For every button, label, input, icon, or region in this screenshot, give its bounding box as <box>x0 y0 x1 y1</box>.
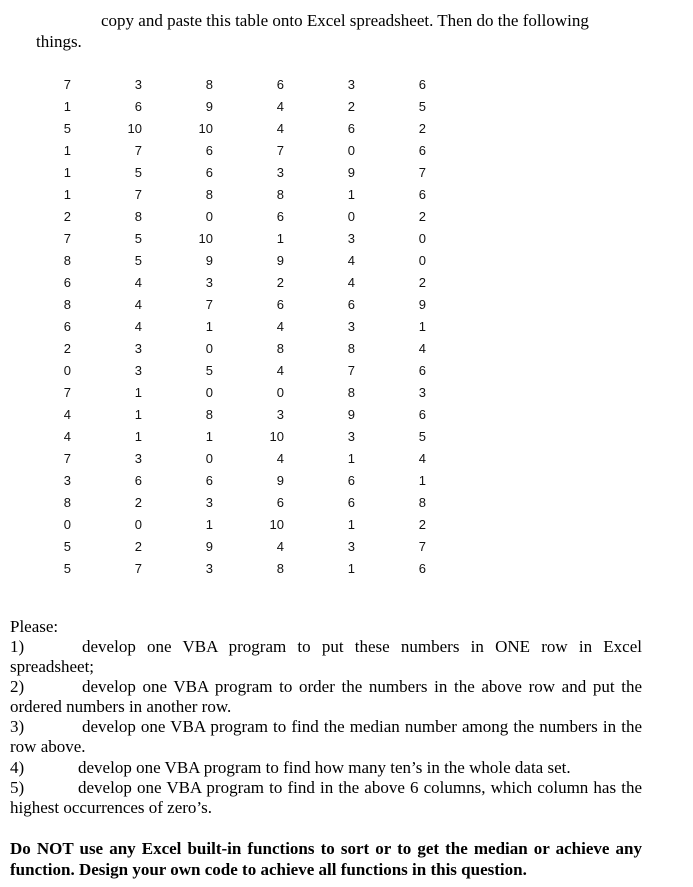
table-cell: 4 <box>347 252 355 268</box>
table-cell: 4 <box>347 274 355 290</box>
table-cell: 6 <box>418 186 426 202</box>
table-cell: 4 <box>134 296 142 312</box>
table-cell: 10 <box>198 230 213 246</box>
table-row <box>26 117 426 139</box>
table-cell: 8 <box>63 252 71 268</box>
table-cell: 10 <box>269 516 284 532</box>
table-cell: 5 <box>63 560 71 576</box>
table-cell: 8 <box>347 384 355 400</box>
table-cell: 2 <box>134 538 142 554</box>
task-2-number: 2) <box>10 677 25 696</box>
table-cell: 8 <box>347 340 355 356</box>
table-cell: 5 <box>63 538 71 554</box>
table-cell: 0 <box>63 362 71 378</box>
table-cell: 4 <box>276 98 284 114</box>
table-cell: 6 <box>205 472 213 488</box>
table-cell: 6 <box>134 472 142 488</box>
table-cell: 3 <box>347 230 355 246</box>
table-cell: 10 <box>198 120 213 136</box>
table-cell: 1 <box>134 406 142 422</box>
table-cell: 1 <box>418 472 426 488</box>
table-cell: 0 <box>418 230 426 246</box>
table-cell: 6 <box>418 406 426 422</box>
table-cell: 2 <box>418 120 426 136</box>
table-cell: 9 <box>347 164 355 180</box>
instructions <box>10 617 642 818</box>
table-cell: 3 <box>134 340 142 356</box>
intro-line-1: copy and paste this table onto Excel spreadsheet. Then do the following <box>101 11 589 30</box>
table-cell: 5 <box>418 98 426 114</box>
task-3-number: 3) <box>10 717 25 736</box>
table-row <box>26 337 426 359</box>
table-row <box>26 359 426 381</box>
table-cell: 6 <box>276 296 284 312</box>
table-cell: 6 <box>276 208 284 224</box>
table-cell: 7 <box>63 230 71 246</box>
table-cell: 2 <box>418 208 426 224</box>
table-cell: 6 <box>418 142 426 158</box>
table-cell: 8 <box>276 340 284 356</box>
table-cell: 1 <box>418 318 426 334</box>
table-row <box>26 73 426 95</box>
table-cell: 4 <box>276 538 284 554</box>
task-3 <box>10 717 642 757</box>
table-cell: 1 <box>205 516 213 532</box>
table-row <box>26 227 426 249</box>
table-cell: 1 <box>347 186 355 202</box>
table-cell: 0 <box>205 450 213 466</box>
table-cell: 6 <box>347 472 355 488</box>
table-cell: 0 <box>134 516 142 532</box>
table-cell: 0 <box>276 384 284 400</box>
table-cell: 3 <box>134 76 142 92</box>
table-cell: 9 <box>205 252 213 268</box>
table-cell: 1 <box>134 384 142 400</box>
intro-line-2: things. <box>36 32 82 51</box>
table-cell: 1 <box>276 230 284 246</box>
intro-paragraph <box>10 10 642 52</box>
table-cell: 4 <box>134 274 142 290</box>
table-cell: 1 <box>347 560 355 576</box>
table-cell: 8 <box>205 76 213 92</box>
data-table-body <box>26 73 426 579</box>
table-cell: 2 <box>276 274 284 290</box>
table-cell: 4 <box>63 428 71 444</box>
table-cell: 8 <box>134 208 142 224</box>
table-cell: 1 <box>347 450 355 466</box>
table-cell: 5 <box>205 362 213 378</box>
table-cell: 4 <box>276 318 284 334</box>
table-cell: 7 <box>63 76 71 92</box>
table-cell: 7 <box>418 538 426 554</box>
table-cell: 8 <box>276 186 284 202</box>
table-cell: 6 <box>205 164 213 180</box>
table-cell: 1 <box>63 98 71 114</box>
table-cell: 7 <box>63 384 71 400</box>
warning-note: Do NOT use any Excel built-in functions to sort or to get the median or achieve any function. Design your own code to achieve all functions in this question. <box>10 839 642 879</box>
table-row <box>26 271 426 293</box>
table-row <box>26 205 426 227</box>
table-cell: 7 <box>134 186 142 202</box>
table-cell: 5 <box>134 230 142 246</box>
table-cell: 1 <box>63 142 71 158</box>
table-row <box>26 161 426 183</box>
table-cell: 1 <box>205 428 213 444</box>
table-row <box>26 557 426 579</box>
table-cell: 8 <box>276 560 284 576</box>
table-row <box>26 315 426 337</box>
table-cell: 0 <box>63 516 71 532</box>
table-row <box>26 425 426 447</box>
table-cell: 3 <box>347 538 355 554</box>
table-cell: 6 <box>347 296 355 312</box>
table-cell: 2 <box>418 516 426 532</box>
table-cell: 9 <box>205 98 213 114</box>
table-cell: 8 <box>63 296 71 312</box>
table-cell: 4 <box>276 120 284 136</box>
table-cell: 9 <box>276 472 284 488</box>
table-cell: 8 <box>205 186 213 202</box>
table-cell: 4 <box>276 362 284 378</box>
table-row <box>26 513 426 535</box>
table-cell: 6 <box>347 120 355 136</box>
table-cell: 0 <box>347 142 355 158</box>
table-cell: 2 <box>134 494 142 510</box>
task-2 <box>10 677 642 717</box>
table-cell: 6 <box>418 362 426 378</box>
data-table <box>26 73 426 579</box>
table-cell: 9 <box>347 406 355 422</box>
table-cell: 5 <box>418 428 426 444</box>
task-5-text: develop one VBA program to find in the above 6 columns, which column has the highest occurrences of zero’s. <box>10 778 642 817</box>
table-cell: 4 <box>418 450 426 466</box>
table-cell: 1 <box>205 318 213 334</box>
table-cell: 0 <box>205 340 213 356</box>
table-cell: 2 <box>63 340 71 356</box>
task-4 <box>10 758 642 778</box>
table-row <box>26 381 426 403</box>
table-cell: 9 <box>276 252 284 268</box>
table-row <box>26 139 426 161</box>
table-cell: 6 <box>134 98 142 114</box>
table-cell: 7 <box>134 142 142 158</box>
task-5-number: 5) <box>10 778 25 797</box>
table-row <box>26 403 426 425</box>
table-row <box>26 447 426 469</box>
table-cell: 0 <box>205 208 213 224</box>
table-cell: 3 <box>205 560 213 576</box>
please-heading: Please: <box>10 617 59 636</box>
table-cell: 6 <box>205 142 213 158</box>
table-row <box>26 491 426 513</box>
table-row <box>26 293 426 315</box>
table-cell: 1 <box>134 428 142 444</box>
table-cell: 4 <box>134 318 142 334</box>
table-cell: 8 <box>63 494 71 510</box>
table-cell: 6 <box>418 560 426 576</box>
table-cell: 7 <box>276 142 284 158</box>
table-cell: 6 <box>63 274 71 290</box>
table-cell: 4 <box>276 450 284 466</box>
table-cell: 3 <box>205 494 213 510</box>
table-cell: 4 <box>63 406 71 422</box>
table-cell: 5 <box>134 164 142 180</box>
table-cell: 0 <box>205 384 213 400</box>
table-cell: 8 <box>205 406 213 422</box>
table-cell: 4 <box>418 340 426 356</box>
task-4-number: 4) <box>10 758 25 777</box>
table-cell: 7 <box>205 296 213 312</box>
table-cell: 3 <box>134 362 142 378</box>
table-row <box>26 535 426 557</box>
table-cell: 6 <box>347 494 355 510</box>
table-cell: 9 <box>418 296 426 312</box>
table-cell: 6 <box>418 76 426 92</box>
task-1-text: develop one VBA program to put these numbers in ONE row in Excel spreadsheet; <box>10 637 642 676</box>
table-cell: 1 <box>347 516 355 532</box>
table-cell: 3 <box>418 384 426 400</box>
table-cell: 3 <box>276 406 284 422</box>
table-cell: 3 <box>347 76 355 92</box>
table-row <box>26 249 426 271</box>
task-5 <box>10 778 642 818</box>
table-cell: 2 <box>418 274 426 290</box>
table-cell: 5 <box>63 120 71 136</box>
table-row <box>26 469 426 491</box>
table-cell: 2 <box>63 208 71 224</box>
table-cell: 3 <box>347 428 355 444</box>
table-cell: 0 <box>347 208 355 224</box>
table-cell: 10 <box>127 120 142 136</box>
table-cell: 7 <box>134 560 142 576</box>
table-cell: 6 <box>276 76 284 92</box>
table-cell: 7 <box>63 450 71 466</box>
table-row <box>26 183 426 205</box>
table-cell: 8 <box>418 494 426 510</box>
table-cell: 6 <box>276 494 284 510</box>
table-cell: 9 <box>205 538 213 554</box>
task-1-number: 1) <box>10 637 25 656</box>
task-1 <box>10 637 642 677</box>
table-cell: 3 <box>347 318 355 334</box>
table-cell: 1 <box>63 164 71 180</box>
task-2-text: develop one VBA program to order the numbers in the above row and put the ordered numbers in another row. <box>10 677 642 716</box>
table-cell: 6 <box>63 318 71 334</box>
table-cell: 1 <box>63 186 71 202</box>
table-cell: 3 <box>276 164 284 180</box>
table-cell: 3 <box>134 450 142 466</box>
table-cell: 5 <box>134 252 142 268</box>
table-cell: 3 <box>63 472 71 488</box>
table-cell: 2 <box>347 98 355 114</box>
table-cell: 0 <box>418 252 426 268</box>
task-3-text: develop one VBA program to find the median number among the numbers in the row above. <box>10 717 642 756</box>
table-cell: 7 <box>418 164 426 180</box>
table-row <box>26 95 426 117</box>
table-cell: 7 <box>347 362 355 378</box>
task-4-text: develop one VBA program to find how many ten’s in the whole data set. <box>78 758 571 777</box>
table-cell: 10 <box>269 428 284 444</box>
table-cell: 3 <box>205 274 213 290</box>
